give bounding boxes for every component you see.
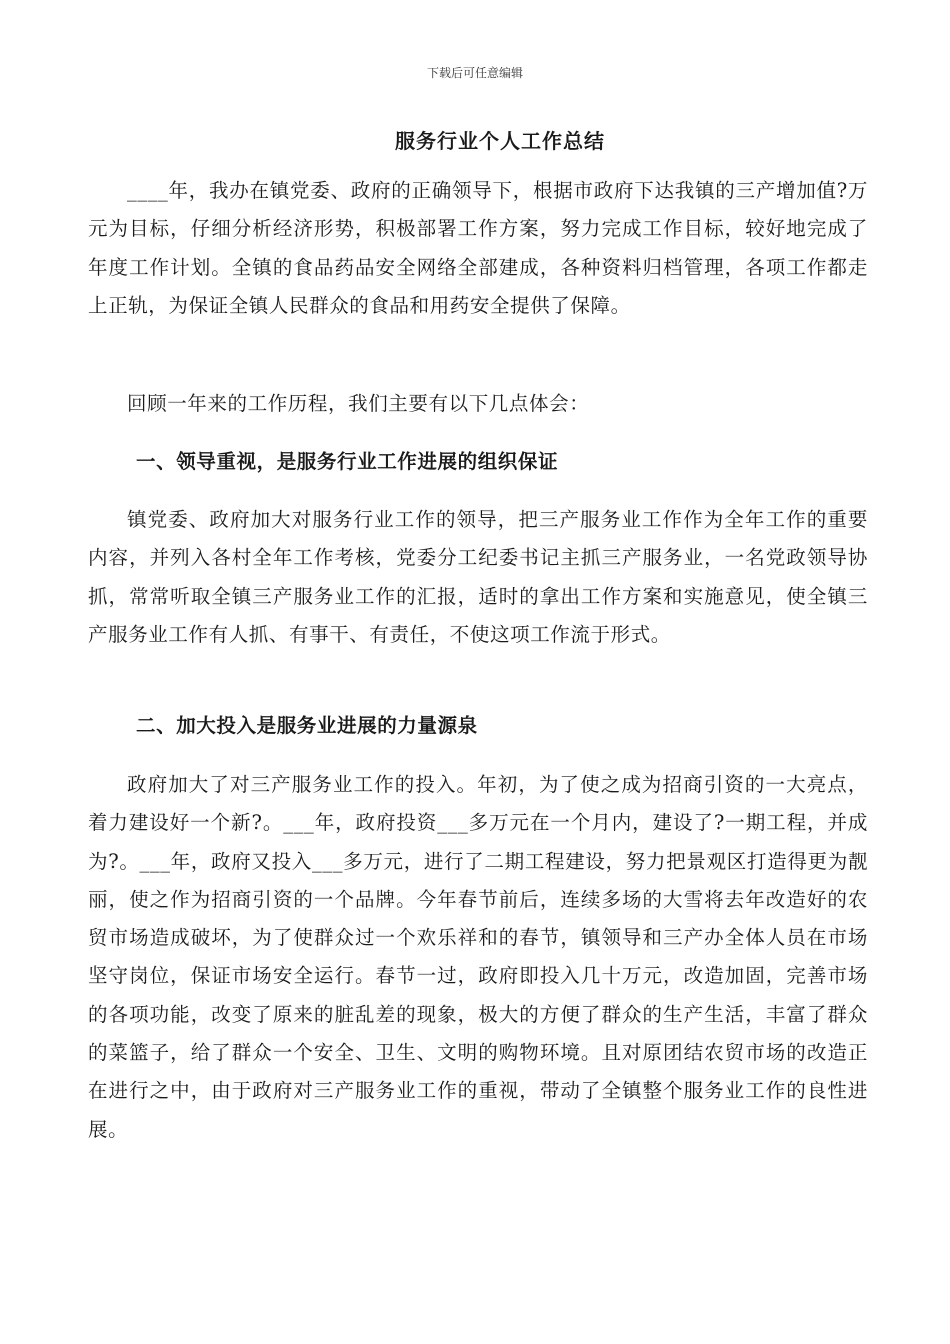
section-heading-2: 二、加大投入是服务业进展的力量源泉 xyxy=(136,714,478,737)
paragraph-investment: 政府加大了对三产服务业工作的投入。年初，为了使之成为招商引资的一大亮点，着力建设好一个新?。___年，政府投资___多万元在一个月内，建设了?一期工程，并成为?。___年，政府又投入___多万元，进行了二期工程建设，努力把景观区打造得更为靓丽，使之作为招商引资的一个品牌。今年春节前后，连续多场的大雪将去年改造好的农贸市场造成破坏，为了使群众过一个欢乐祥和的春节，镇领导和三产办全体人员在市场坚守岗位，保证市场安全运行。春节一过，政府即投入几十万元，改造加固，完善市场的各项功能，改变了原来的脏乱差的现象，极大的方便了群众的生产生活，丰富了群众的菜篮子，给了群众一个安全、卫生、文明的购物环境。且对原团结农贸市场的改造正在进行之中，由于政府对三产服务业工作的重视，带动了全镇整个服务业工作的良性进展。 xyxy=(88,773,868,1141)
paragraph-leadership: 镇党委、政府加大对服务行业工作的领导，把三产服务业工作作为全年工作的重要内容，并列入各村全年工作考核，党委分工纪委书记主抓三产服务业，一名党政领导协抓，常常听取全镇三产服务业工作的汇报，适时的拿出工作方案和实施意见，使全镇三产服务业工作有人抓、有事干、有责任，不使这项工作流于形式。 xyxy=(88,508,868,646)
document-title: 服务行业个人工作总结 xyxy=(395,129,605,153)
paragraph-review: 回顾一年来的工作历程，我们主要有以下几点体会： xyxy=(127,392,590,415)
paragraph-intro: ____年，我办在镇党委、政府的正确领导下，根据市政府下达我镇的三产增加值?万元为目标，仔细分析经济形势，积极部署工作方案，努力完成工作目标，较好地完成了年度工作计划。全镇的食品药品安全网络全部建成，各种资料归档管理，各项工作都走上正轨，为保证全镇人民群众的食品和用药安全提供了保障。 xyxy=(88,179,868,317)
section-heading-1: 一、领导重视，是服务行业工作进展的组织保证 xyxy=(136,450,559,473)
download-note: 下载后可任意编辑 xyxy=(426,66,523,80)
